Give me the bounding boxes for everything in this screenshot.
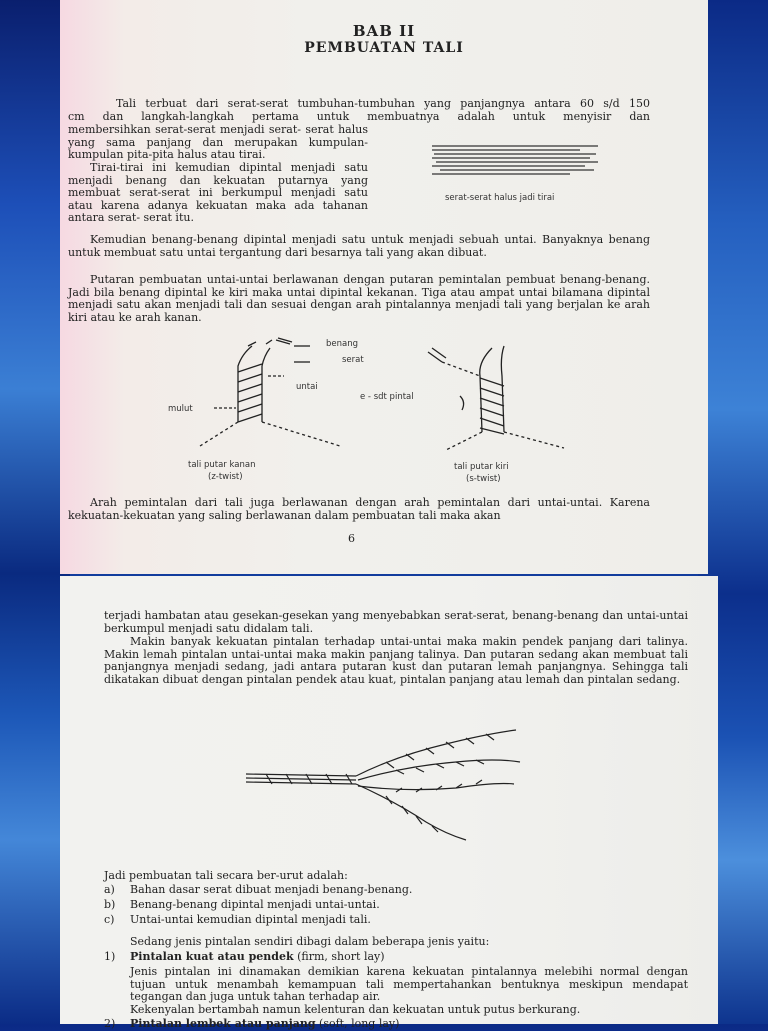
type-heading-2 (104, 1018, 399, 1031)
paragraph: Tirai-tirai ini kemudian dipintal menjadi satu menjadi benang dan kekuatan putarnya yang membuat serat-serat ini berkumpul menjadi satu atau karena adanya kekuatan maka ada tahanan antara serat- serat itu. (68, 161, 368, 224)
chapter-number: BAB II (352, 22, 416, 40)
label-z-twist-title: tali putar kanan (188, 460, 256, 470)
type-english: (firm, short lay) (293, 950, 385, 963)
paragraph-line: Tali terbuat dari serat-serat tumbuhan-tumbuhan yang panjangnya antara 60 s/d 150 (116, 97, 650, 110)
paragraph-line: cm dan langkah-langkah pertama untuk membuatnya adalah untuk menyisir dan (68, 110, 650, 123)
fiber-strands-illustration (430, 140, 600, 180)
paragraph: Kekenyalan bertambah namun kelenturan dan kekuatan untuk putus berkurang. (130, 1003, 581, 1016)
paragraph: Arah pemintalan dari tali juga berlawanan dengan arah pemintalan dari untai-untai. Karena kekuatan-kekuatan yang saling berlawanan dalam pembuatan tali maka akan (68, 496, 650, 522)
list-item (104, 899, 380, 912)
page-number: 6 (348, 532, 355, 545)
list-text: Benang-benang dipintal menjadi untai-untai. (130, 898, 380, 911)
paragraph: membersihkan serat-serat menjadi serat- serat halus yang sama panjang dan merupakan kumpulan-kumpulan pita-pita halus atau tirai. (68, 123, 368, 161)
rope-unraveling-illustration (246, 722, 526, 842)
list-text: Untai-untai kemudian dipintal menjadi tali. (130, 913, 371, 926)
list-marker: c) (104, 913, 115, 926)
label-sudut-pintal: e - sdt pintal (360, 392, 414, 402)
type-heading-1 (104, 951, 385, 964)
paragraph: terjadi hambatan atau gesekan-gesekan yang menyebabkan serat-serat, benang-benang dan untai-untai berkumpul menjadi satu didalam tali. (104, 609, 688, 635)
document-page-7 (60, 576, 718, 1030)
document-page-6 (60, 0, 708, 574)
list-marker: b) (104, 898, 116, 911)
figure-caption: serat-serat halus jadi tirai (445, 193, 555, 203)
list-marker: 1) (104, 950, 116, 963)
paragraph: Putaran pembuatan untai-untai berlawanan dengan putaran pemintalan pembuat benang-benang. Jadi bila benang dipintal ke kiri maka untai dipintal kekanan. Tiga atau ampat untai bilamana dipintal menjadi satu akan menjadi tali dan sesuai dengan arah pintalannya menjadi tali yang berjalan ke arah kiri atau ke arah kanan. (68, 273, 650, 324)
label-z-twist: (z-twist) (208, 472, 243, 482)
label-s-twist-title: tali putar kiri (454, 462, 509, 472)
label-serat: serat (342, 355, 364, 365)
paragraph: Makin banyak kekuatan pintalan terhadap untai-untai maka makin pendek panjang dari talinya. Makin lemah pintalan untai-untai maka makin panjang talinya. Dan putaran sedang akan membuat tali panjangnya menjadi sedang, jadi antara putaran kust dan putaran lemah panjangnya. Sehingga tali dikatakan dibuat dengan pintalan pendek atau kuat, pintalan panjang atau lemah dan pintalan sedang. (104, 635, 688, 686)
list-text: Bahan dasar serat dibuat menjadi benang-benang. (130, 883, 413, 896)
list-item (104, 914, 371, 927)
list-marker: 2) (104, 1017, 116, 1030)
type-name: Pintalan lembek atau panjang (130, 1017, 316, 1030)
type-name: Pintalan kuat atau pendek (130, 950, 294, 963)
paragraph: Jenis pintalan ini dinamakan demikian karena kekuatan pintalannya melebihi normal dengan tujuan untuk menambah kemampuan tali mempertahankan bentuknya meskipun mendapat tegangan dan juga untuk tahan terhadap air. (130, 965, 688, 1003)
label-mulut: mulut (168, 404, 193, 414)
label-untai: untai (296, 382, 318, 392)
type-english: (soft, long lay) (315, 1017, 400, 1030)
paragraph: Kemudian benang-benang dipintal menjadi satu untuk menjadi sebuah untai. Banyaknya benang untuk membuat satu untai tergantung dari besarnya tali yang akan dibuat. (68, 233, 650, 259)
label-benang: benang (326, 339, 359, 349)
list-marker: a) (104, 883, 115, 896)
label-s-twist: (s-twist) (466, 474, 501, 484)
chapter-title: PEMBUATAN TALI (304, 40, 464, 56)
list-intro: Jadi pembuatan tali secara ber-urut adalah: (104, 869, 348, 882)
types-intro: Sedang jenis pintalan sendiri dibagi dalam beberapa jenis yaitu: (130, 935, 490, 948)
list-item (104, 884, 412, 897)
